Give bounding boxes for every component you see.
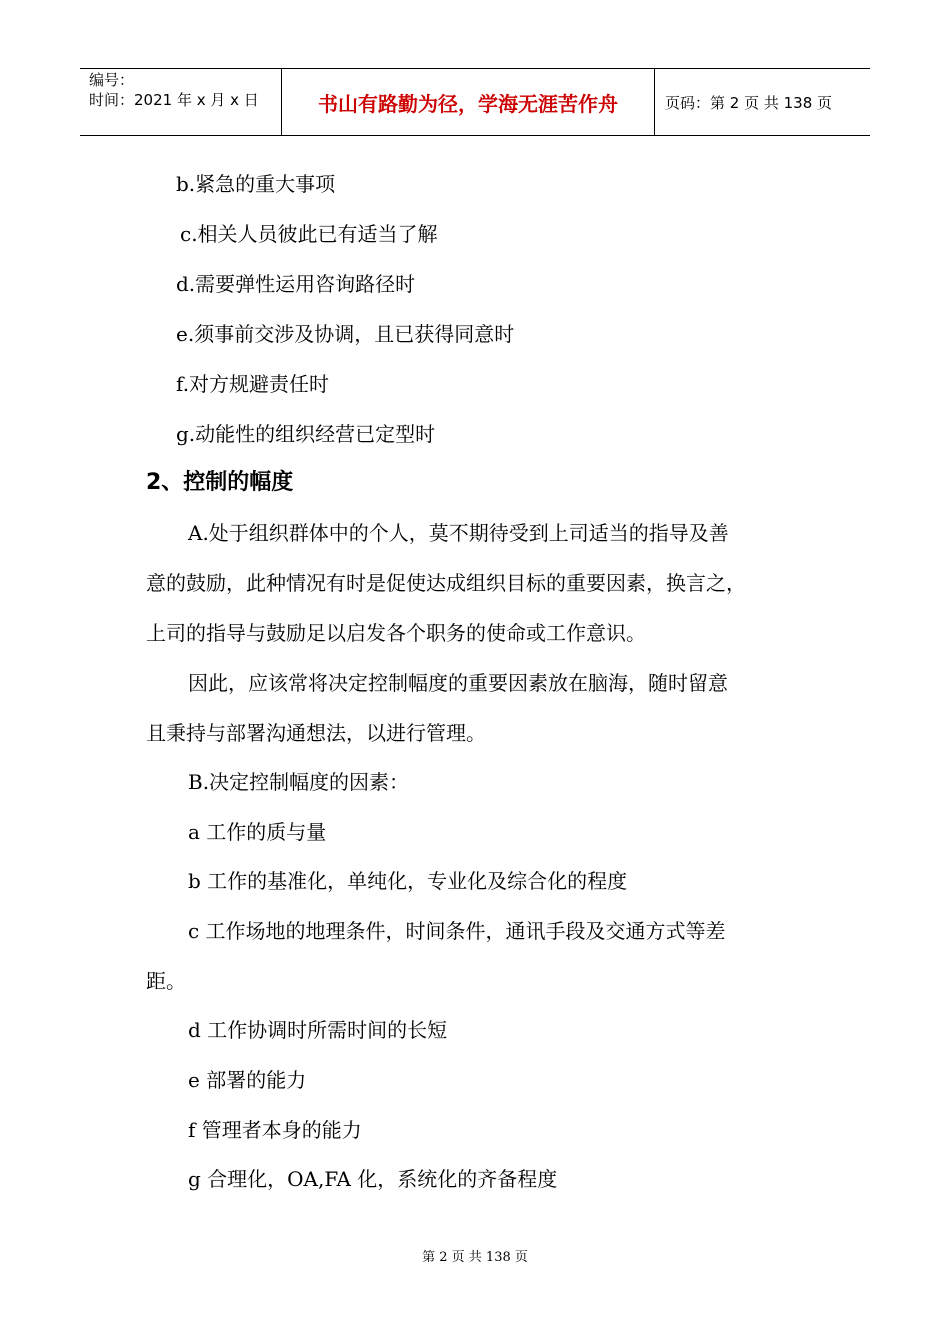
page-footer: 第 2 页 共 138 页 <box>422 1250 528 1265</box>
header-meta-cell <box>80 69 282 135</box>
factor-item: g 合理化，OA,FA 化，系统化的齐备程度 <box>188 1167 558 1191</box>
list-item: c.相关人员彼此已有适当了解 <box>180 222 438 246</box>
factor-item: 距。 <box>146 969 186 993</box>
list-item: e.须事前交涉及协调，且已获得同意时 <box>176 322 515 346</box>
section-heading: 2、控制的幅度 <box>146 470 294 495</box>
paragraph-line: 因此，应该常将决定控制幅度的重要因素放在脑海，随时留意 <box>188 671 728 695</box>
document-date: 时间：2021 年 x 月 x 日 <box>89 91 259 109</box>
factor-item: b 工作的基准化，单纯化，专业化及综合化的程度 <box>188 869 628 893</box>
header-page-info: 页码：第 2 页 共 138 页 <box>665 93 833 112</box>
list-item: d.需要弹性运用咨询路径时 <box>176 272 416 296</box>
factor-item: f 管理者本身的能力 <box>188 1118 362 1142</box>
factors-title: B.决定控制幅度的因素： <box>188 770 410 794</box>
factor-item: d 工作协调时所需时间的长短 <box>188 1018 448 1042</box>
paragraph-line: A.处于组织群体中的个人，莫不期待受到上司适当的指导及善 <box>188 521 729 545</box>
list-item: f.对方规避责任时 <box>176 372 330 396</box>
page-header <box>80 68 870 136</box>
factor-item: a 工作的质与量 <box>188 820 327 844</box>
factor-item: e 部署的能力 <box>188 1068 307 1092</box>
list-item: b.紧急的重大事项 <box>176 172 336 196</box>
document-number-label: 编号： <box>89 71 135 89</box>
paragraph-line: 意的鼓励，此种情况有时是促使达成组织目标的重要因素，换言之， <box>146 571 746 595</box>
list-item: g.动能性的组织经营已定型时 <box>176 422 436 446</box>
paragraph-line: 且秉持与部署沟通想法，以进行管理。 <box>146 721 486 745</box>
paragraph-line: 上司的指导与鼓励足以启发各个职务的使命或工作意识。 <box>146 621 646 645</box>
factor-item: c 工作场地的地理条件，时间条件，通讯手段及交通方式等差 <box>188 919 726 943</box>
header-motto: 书山有路勤为径，学海无涯苦作舟 <box>282 69 655 135</box>
